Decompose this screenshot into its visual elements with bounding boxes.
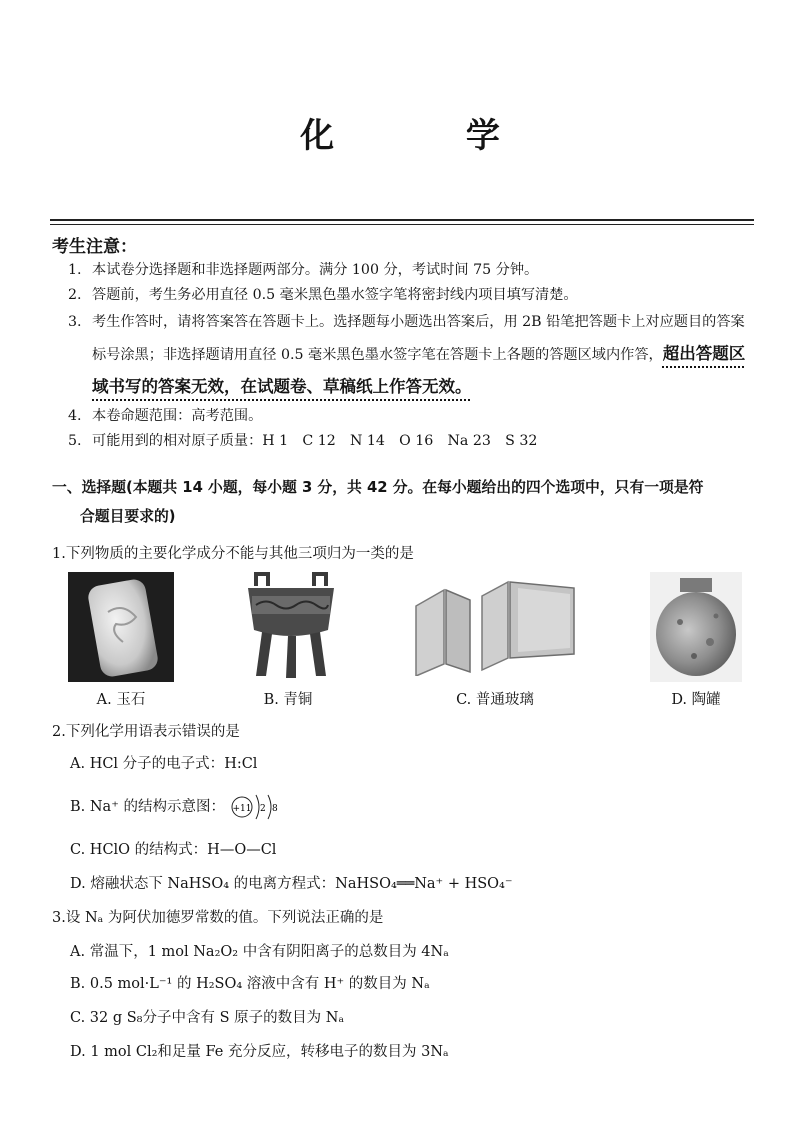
q3-option-b: B. 0.5 mol·L⁻¹ 的 H₂SO₄ 溶液中含有 H⁺ 的数目为 Nₐ	[70, 976, 430, 992]
q3-option-a: A. 常温下，1 mol Na₂O₂ 中含有阴阳离子的总数目为 4Nₐ	[70, 944, 449, 960]
notice-item: 5. 可能用到的相对原子质量：H 1 C 12 N 14 O 16 Na 23 S 32	[68, 432, 538, 449]
notice-list	[52, 258, 756, 453]
header-divider-thin	[50, 224, 754, 225]
q2-option-d: D. 熔融状态下 NaHSO₄ 的电离方程式：NaHSO₄══Na⁺ + HSO₄⁻	[70, 876, 513, 892]
q2-option-a: A. HCl 分子的电子式：H:Cl	[70, 756, 258, 772]
notice-item: 3. 考生作答时，请将答案答在答题卡上。选择题每小题选出答案后，用 2B 铅笔把答题卡上对应题目的答案标号涂黑；非选择题请用直径 0.5 毫米黑色墨水签字笔在答题卡上各题的答题区域内作答，超出答题区域书写的答案无效，在试题卷、草稿纸上作答无效。	[68, 314, 746, 396]
page-title: 化 学	[300, 116, 560, 156]
nucleus-charge: +11	[232, 804, 252, 814]
q1-option-b-label: B. 青铜	[263, 692, 313, 708]
shell-1-count: 2	[259, 804, 266, 814]
header-divider-thick	[50, 219, 754, 221]
q3-option-d: D. 1 mol Cl₂和足量 Fe 充分反应，转移电子的数目为 3Nₐ	[70, 1044, 449, 1060]
notice-item: 4. 本卷命题范围：高考范围。	[68, 408, 263, 424]
glass-panes-image	[412, 578, 578, 676]
sodium-ion-structure-diagram	[230, 792, 286, 822]
notice-item: 1. 本试卷分选择题和非选择题两部分。满分 100 分，考试时间 75 分钟。	[68, 262, 539, 278]
q2-option-c: C. HClO 的结构式：H—O—Cl	[70, 842, 277, 858]
notice-item: 2. 答题前，考生务必用直径 0.5 毫米黑色墨水签字笔将密封线内项目填写清楚。	[68, 286, 578, 303]
q1-option-d-label: D. 陶罐	[671, 692, 721, 708]
question-2-stem: 2.下列化学用语表示错误的是	[52, 724, 240, 740]
shell-2-count: 8	[271, 804, 278, 814]
section-heading: 一、选择题(本题共 14 小题，每小题 3 分，共 42 分。在每小题给出的四个选项中，只有一项是符 合题目要求的)	[52, 479, 704, 525]
q1-option-c-label: C. 普通玻璃	[456, 692, 534, 708]
bronze-ding-image	[242, 572, 340, 682]
question-1-stem: 1.下列物质的主要化学成分不能与其他三项归为一类的是	[52, 546, 414, 562]
q2-option-b: B. Na⁺ 的结构示意图： +11 2 8	[70, 792, 286, 822]
pottery-jar-image	[650, 572, 742, 682]
jade-pendant-image	[68, 572, 174, 682]
q1-option-a-label: A. 玉石	[96, 692, 146, 708]
emphasized-warning: 超出答题区域书写的答案无效，在试题卷、草稿纸上作答无效。	[92, 344, 746, 396]
notice-heading: 考生注意：	[52, 237, 137, 257]
q3-option-c: C. 32 g S₈分子中含有 S 原子的数目为 Nₐ	[70, 1010, 345, 1026]
question-3-stem: 3.设 Nₐ 为阿伏加德罗常数的值。下列说法正确的是	[52, 910, 384, 926]
